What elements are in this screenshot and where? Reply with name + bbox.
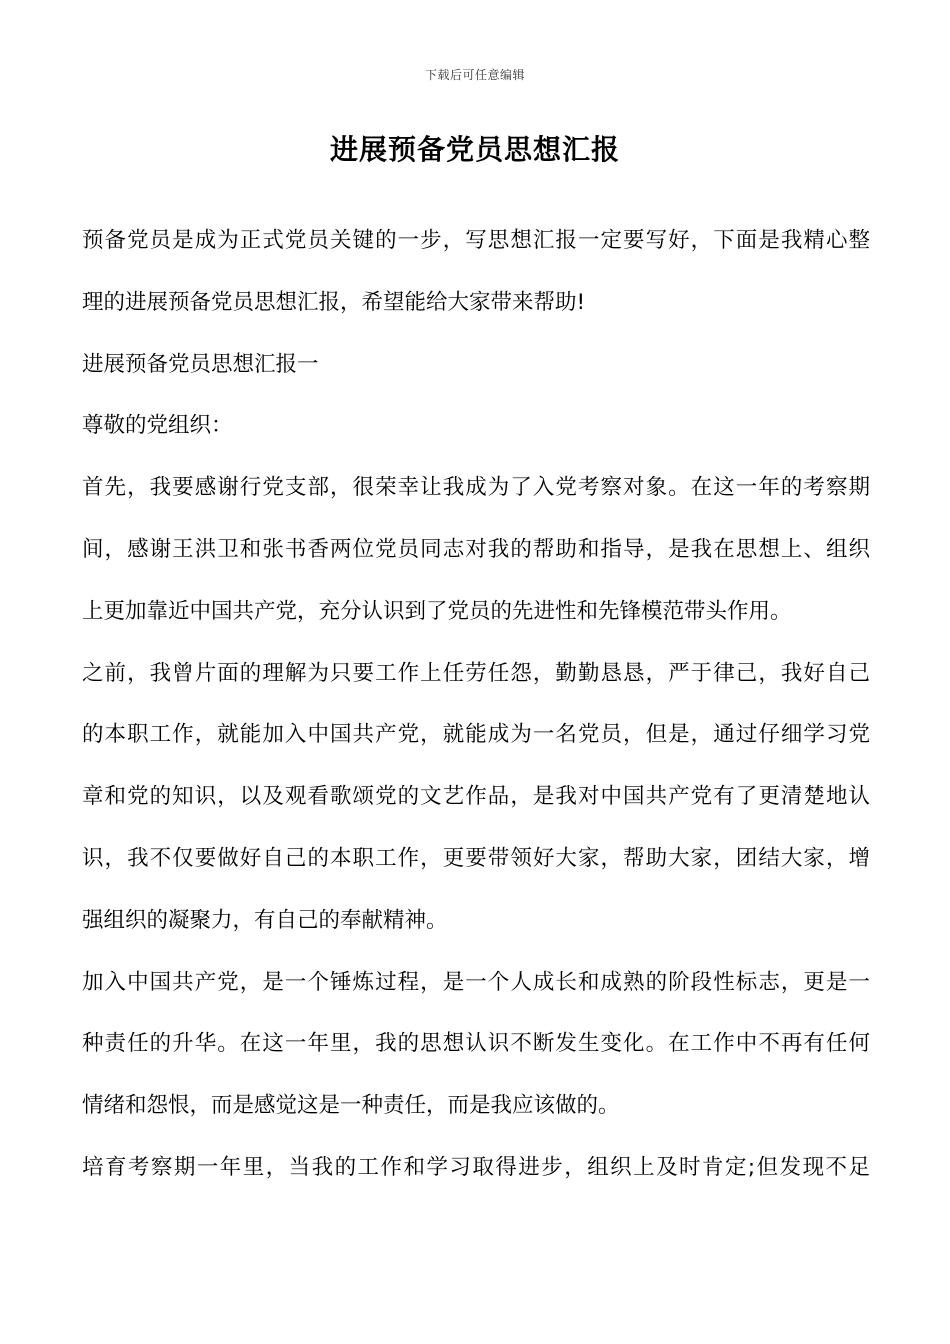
- body-line: 加入中国共产党，是一个锤炼过程，是一个人成长和成熟的阶段性标志，更是一: [82, 969, 870, 995]
- body-line: 培育考察期一年里，当我的工作和学习取得进步，组织上及时肯定;但发现不足: [82, 1154, 870, 1180]
- body-line: 识，我不仅要做好自己的本职工作，更要带领好大家，帮助大家，团结大家，增: [82, 845, 870, 871]
- body-line: 预备党员是成为正式党员关键的一步，写思想汇报一定要写好，下面是我精心整: [82, 228, 870, 253]
- header-note: 下载后可任意编辑: [424, 68, 525, 82]
- body-line: 种责任的升华。在这一年里，我的思想认识不断发生变化。在工作中不再有任何: [82, 1031, 870, 1057]
- document-body: [82, 210, 870, 1199]
- page-title: 进展预备党员思想汇报: [329, 133, 620, 166]
- body-line: 章和党的知识，以及观看歌颂党的文艺作品，是我对中国共产党有了更清楚地认: [82, 784, 870, 810]
- body-line: 之前，我曾片面的理解为只要工作上任劳任怨，勤勤恳恳，严于律己，我好自己: [82, 660, 870, 686]
- body-line: 首先，我要感谢行党支部，很荣幸让我成为了入党考察对象。在这一年的考察期: [82, 475, 870, 501]
- salutation: 尊敬的党组织：: [82, 413, 233, 439]
- body-line: 的本职工作，就能加入中国共产党，就能成为一名党员，但是，通过仔细学习党: [82, 722, 870, 748]
- body-line: 间，感谢王洪卫和张书香两位党员同志对我的帮助和指导，是我在思想上、组织: [82, 536, 870, 562]
- body-line: 上更加靠近中国共产党，充分认识到了党员的先进性和先锋模范带头作用。: [82, 598, 792, 624]
- body-line: 强组织的凝聚力，有自己的奉献精神。: [82, 907, 448, 933]
- body-line: 理的进展预备党员思想汇报，希望能给大家带来帮助!: [82, 289, 586, 315]
- body-line: 情绪和怨恨，而是感觉这是一种责任，而是我应该做的。: [82, 1093, 620, 1119]
- section-heading: 进展预备党员思想汇报一: [82, 351, 319, 377]
